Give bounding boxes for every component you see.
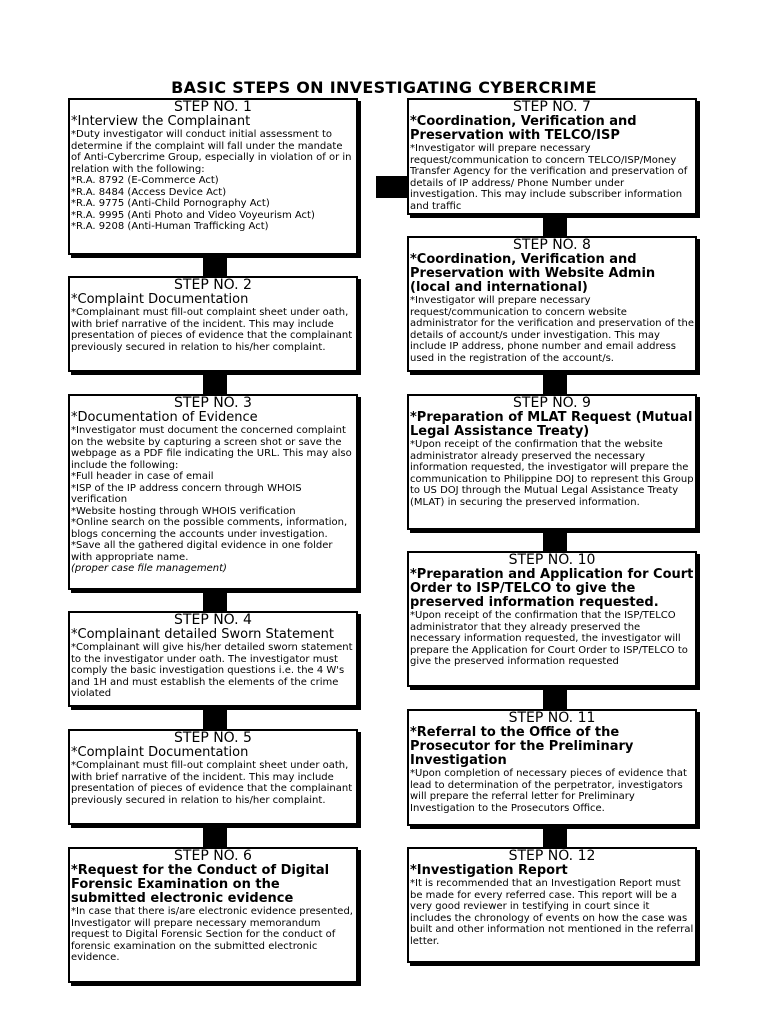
step-3-heading: *Documentation of Evidence — [71, 410, 258, 425]
step-1-box — [68, 98, 358, 255]
connector-4-5 — [203, 708, 227, 729]
connector-11-12 — [543, 827, 567, 847]
step-3-note: (proper case file management) — [71, 563, 227, 574]
step-2-box — [68, 276, 358, 372]
step-9-label: STEP NO. 9 — [513, 395, 591, 411]
step-2-label: STEP NO. 2 — [174, 277, 252, 293]
step-7-body: *Investigator will prepare necessary request/communication to concern TELCO/ISP/Money Transfer Agency for the verification and preservation of details of IP address/ Phone Number under investigation. This may include subscriber information and traffic — [410, 143, 688, 212]
step-3-label: STEP NO. 3 — [174, 395, 252, 411]
step-10-heading: *Preparation and Application for Court Order to ISP/TELCO to give the preserved information requested. — [410, 567, 694, 610]
connector-1-2 — [203, 255, 227, 276]
step-2-body: *Complainant must fill-out complaint sheet under oath, with brief narrative of the incident. This may include presentation of pieces of evidence that the complainant previously secured in relation to his/her complaint. — [71, 307, 353, 353]
step-6-label: STEP NO. 6 — [174, 848, 252, 864]
page-title: BASIC STEPS ON INVESTIGATING CYBERCRIME — [171, 78, 597, 97]
step-12-body: *It is recommended that an Investigation Report must be made for every referred case. This report will be a very good reviewer in testifying in court since it includes the chronology of events on how the case was built and other information not mentioned in the referral letter. — [410, 878, 694, 947]
step-6-heading: *Request for the Conduct of Digital Forensic Examination on the submitted electronic evidence — [71, 863, 330, 906]
connector-1-7 — [376, 176, 407, 198]
connector-2-3 — [203, 373, 227, 394]
step-4-label: STEP NO. 4 — [174, 612, 252, 628]
step-11-box — [407, 709, 697, 826]
step-11-body: *Upon completion of necessary pieces of evidence that lead to determination of the perpetrator, investigators will prepare the referral letter for Preliminary Investigation to the Prosecutors Office. — [410, 768, 687, 814]
step-8-heading: *Coordination, Verification and Preservation with Website Admin (local and international) — [410, 252, 656, 295]
step-8-box — [407, 236, 697, 372]
step-9-body: *Upon receipt of the confirmation that the website administrator already preserved the necessary information requested, the investigator will prepare the communication to Philippine DOJ to represent this Group to US DOJ through the Mutual Legal Assistance Treaty (MLAT) in securing the preserved information. — [410, 439, 694, 508]
step-1-heading: *Interview the Complainant — [71, 114, 251, 129]
connector-9-10 — [543, 531, 567, 551]
connector-8-9 — [543, 373, 567, 394]
step-11-label: STEP NO. 11 — [508, 710, 596, 726]
step-5-label: STEP NO. 5 — [174, 730, 252, 746]
step-10-label: STEP NO. 10 — [508, 552, 596, 568]
connector-7-8 — [543, 216, 567, 236]
step-7-heading: *Coordination, Verification and Preservation with TELCO/ISP — [410, 114, 637, 143]
step-1-body: *Duty investigator will conduct initial assessment to determine if the complaint will fall under the mandate of Anti-Cybercrime Group, especially in violation of or in relation with the following: *R.A. 8792 (E-Commerce Act) *R.A. 8484 (Access Device Act) *R.A. 9775 (Anti-Child Pornography Act) *R.A. 9995 (Anti Photo and Video Voyeurism Act) *R.A. 9208 (Anti-Human Trafficking Act) — [71, 129, 352, 232]
connector-5-6 — [203, 826, 227, 847]
step-8-label: STEP NO. 8 — [513, 237, 591, 253]
step-2-heading: *Complaint Documentation — [71, 292, 249, 307]
step-5-body: *Complainant must fill-out complaint sheet under oath, with brief narrative of the incident. This may include presentation of pieces of evidence that the complainant previously secured in relation to his/her complaint. — [71, 760, 353, 806]
step-11-heading: *Referral to the Office of the Prosecutor for the Preliminary Investigation — [410, 725, 634, 768]
step-6-box — [68, 847, 358, 983]
step-3-body: *Investigator must document the concerned complaint on the website by capturing a screen shot or save the webpage as a PDF file indicating the URL. This may also include the following: *Full header in case of email *ISP of the IP address concern through WHOIS verification *Website hosting through WHOIS verification *Online search on the possible comments, information, blogs concerning the accounts under investigation. *Save all the gathered digital evidence in one folder with appropriate name. — [71, 425, 352, 563]
step-8-body: *Investigator will prepare necessary request/communication to concern website administrator for the verification and preservation of the details of account/s under investigation. This may include IP address, phone number and email address used in the registration of the account/s. — [410, 295, 695, 364]
step-4-box — [68, 611, 358, 707]
step-4-heading: *Complainant detailed Sworn Statement — [71, 627, 334, 642]
step-9-heading: *Preparation of MLAT Request (Mutual Legal Assistance Treaty) — [410, 410, 693, 439]
step-4-body: *Complainant will give his/her detailed sworn statement to the investigator under oath. The investigator must comply the basic investigation questions i.e. the 4 W's and 1H and must establish the elements of the crime violated — [71, 642, 353, 699]
step-5-heading: *Complaint Documentation — [71, 745, 249, 760]
step-10-box — [407, 551, 697, 687]
step-12-label: STEP NO. 12 — [508, 848, 596, 864]
step-3-box — [68, 394, 358, 590]
step-1-label: STEP NO. 1 — [174, 99, 252, 115]
step-12-box — [407, 847, 697, 963]
step-12-heading: *Investigation Report — [410, 863, 568, 878]
step-7-label: STEP NO. 7 — [513, 99, 591, 115]
step-6-body: *In case that there is/are electronic evidence presented, Investigator will prepare necessary memorandum request to Digital Forensic Section for the conduct of forensic examination on the submitted electronic evidence. — [71, 906, 353, 963]
connector-10-11 — [543, 688, 567, 709]
step-5-box — [68, 729, 358, 825]
step-10-body: *Upon receipt of the confirmation that the ISP/TELCO administrator that they already preserved the necessary information requested, the investigator will prepare the Application for Court Order to ISP/TELCO to give the preserved information requested — [410, 610, 688, 667]
step-9-box — [407, 394, 697, 530]
step-7-box — [407, 98, 697, 215]
connector-3-4 — [203, 591, 227, 611]
